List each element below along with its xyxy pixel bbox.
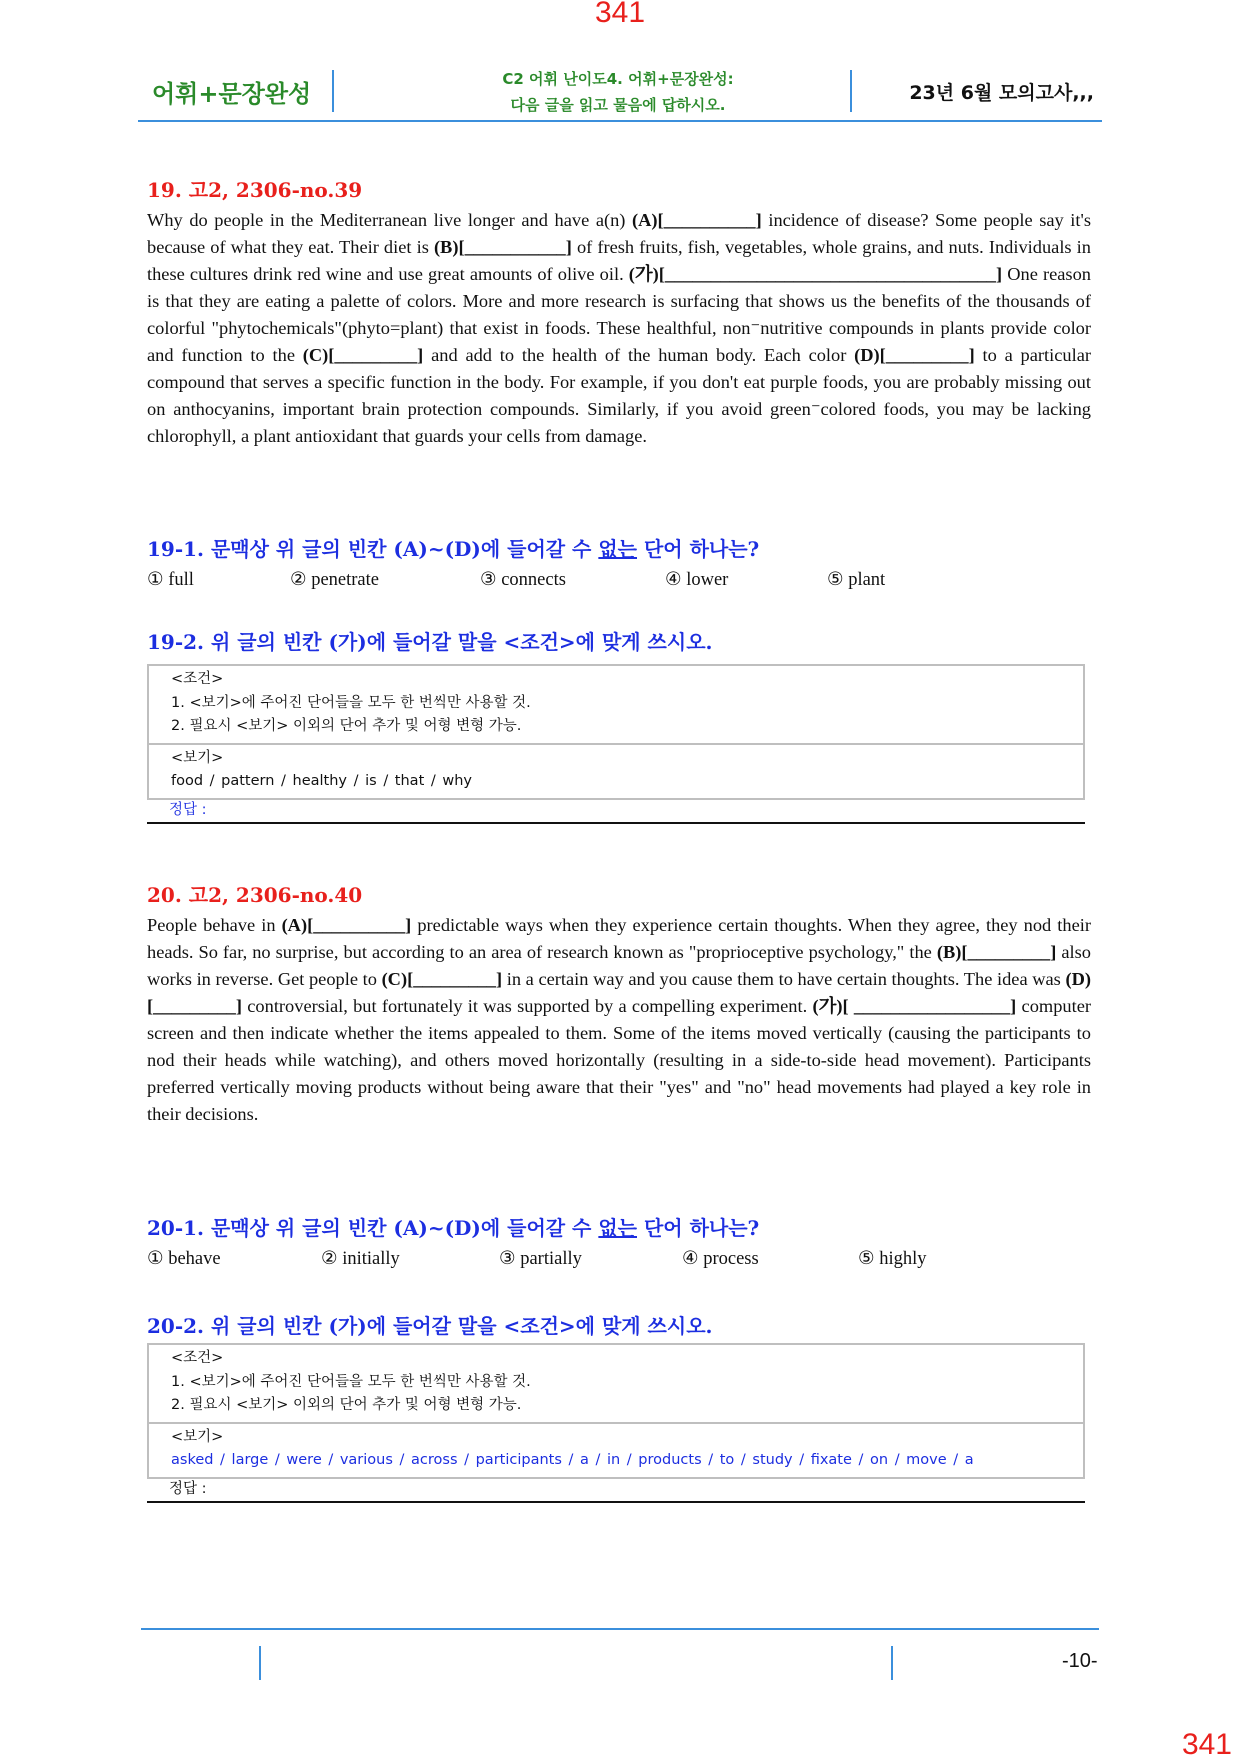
q20-passage-text: computer screen and then indicate whether the items appealed to them. Some of the items moved vertically (causing the participants to nod their heads while watching), and others moved horizontally (resulting in a side-to-side head movement). Participants preferred vertically moving products without being aware that their "yes" and "no" head movements had played a key role in their decisions. (147, 996, 1091, 1124)
header-instruction-line2: 다음 글을 읽고 물음에 답하시오. (510, 96, 726, 114)
q19-choice-5[interactable]: ⑤ plant (827, 570, 886, 590)
q20-passage-text: predictable ways when they experience certain thoughts. When they agree, they nod their heads. So far, no surprise, but according to an area of research known as "proprioceptive psychology," the (147, 915, 1091, 962)
q20-passage-text: People behave in (147, 915, 282, 935)
q20-passage-blank[interactable]: (A)[__________] (281, 915, 412, 935)
q19-bogi-label: <보기> (171, 749, 224, 766)
q20-bogi-words: asked / large / were / various / across / participants / a / in / products / to / study / fixate / on / move / a (171, 1452, 974, 1468)
q20-answer-field[interactable]: 정답 : (147, 1479, 1085, 1503)
header-instruction (338, 66, 898, 118)
q19-cond-1: 1. <보기>에 주어진 단어들을 모두 한 번씩만 사용할 것. (171, 694, 531, 711)
q19-choice-4[interactable]: ④ lower (665, 570, 729, 590)
header-divider-right (850, 70, 852, 112)
q19-choice-2[interactable]: ② penetrate (290, 570, 379, 590)
header-instruction-line1: C2 어휘 난이도4. 어휘+문장완성: (502, 70, 734, 88)
q19-conditions (149, 666, 1083, 743)
q20-passage (147, 912, 1091, 1128)
header-exam-name: 23년 6월 모의고사,,, (909, 82, 1094, 104)
q19-choice-3[interactable]: ③ connects (480, 570, 566, 590)
q20-cond-1: 1. <보기>에 주어진 단어들을 모두 한 번씩만 사용할 것. (171, 1373, 531, 1390)
q20-passage-text: in a certain way and you cause them to have certain thoughts. The idea was (502, 969, 1066, 989)
q19-1-underlined: 없는 (598, 537, 637, 561)
q19-title: 19. 고2, 2306-no.39 (147, 178, 363, 202)
q19-cond-label: <조건> (171, 671, 224, 687)
q19-1-pre: 19-1. 문맥상 위 글의 빈칸 (A)~(D)에 들어갈 수 (147, 537, 599, 561)
q19-choice-1[interactable]: ① full (147, 570, 194, 590)
q20-1-pre: 20-1. 문맥상 위 글의 빈칸 (A)~(D)에 들어갈 수 (147, 1216, 599, 1240)
q20-passage-text: also works in reverse. Get people to (147, 942, 1092, 989)
q20-passage-blank[interactable]: (가)[ _________________] (812, 996, 1017, 1016)
q20-2-question: 20-2. 위 글의 빈칸 (가)에 들어갈 말을 <조건>에 맞게 쓰시오. (147, 1314, 713, 1338)
page-header (138, 62, 1102, 122)
q20-passage-blank[interactable]: (B)[_________] (936, 942, 1057, 962)
q19-passage (147, 207, 1091, 450)
q19-passage-text: to a particular compound that serves a specific function in the body. For example, if you don't eat purple foods, you are probably missing out on anthocyanins, important brain protection compounds. Similarly, if you avoid green⁻colored foods, you may be lacking chlorophyll, a plant antioxidant that guards your cells from damage. (147, 345, 1091, 446)
q19-passage-blank[interactable]: (C)[_________] (302, 345, 424, 365)
q19-bogi-words: food / pattern / healthy / is / that / why (171, 773, 472, 789)
q19-passage-text: of fresh fruits, fish, vegetables, whole grains, and nuts. Individuals in these cultures drink red wine and use great amounts of olive oil. (147, 237, 1091, 284)
q20-choice-3[interactable]: ③ partially (499, 1249, 582, 1269)
q19-passage-text: Why do people in the Mediterranean live longer and have a(n) (147, 210, 633, 230)
q20-1-underlined: 없는 (598, 1216, 637, 1240)
page-footer (141, 1628, 1099, 1630)
q19-passage-text: and add to the health of the human body. Each color (423, 345, 855, 365)
q20-1-question (147, 1212, 759, 1241)
q19-passage-text: incidence of disease? Some people say it's because of what they eat. Their diet is (147, 210, 1091, 257)
q19-passage-blank[interactable]: (가)[____________________________________] (628, 264, 1003, 284)
footer-divider-left (259, 1646, 261, 1680)
q19-passage-blank[interactable]: (B)[___________] (433, 237, 572, 257)
q20-passage-blank[interactable]: (D)[_________] (147, 969, 1091, 1016)
q20-choice-1[interactable]: ① behave (147, 1249, 221, 1269)
q19-passage-blank[interactable]: (A)[__________] (632, 210, 762, 230)
q19-1-post: 단어 하나는? (637, 537, 760, 561)
footer-divider-right (891, 1646, 893, 1680)
q20-conditions (149, 1345, 1083, 1422)
q20-2-condition-box (147, 1343, 1085, 1503)
page-stamp-bottom: 341 (1181, 1728, 1232, 1761)
q19-bogi (149, 743, 1083, 798)
q19-2-question: 19-2. 위 글의 빈칸 (가)에 들어갈 말을 <조건>에 맞게 쓰시오. (147, 630, 713, 654)
q20-bogi-label: <보기> (171, 1428, 224, 1445)
q20-choice-2[interactable]: ② initially (321, 1249, 400, 1269)
q19-2-condition-box (147, 664, 1085, 824)
q20-cond-label: <조건> (171, 1350, 224, 1366)
page-number: -10- (1062, 1650, 1098, 1672)
q19-answer-field[interactable]: 정답 : (147, 800, 1085, 824)
q20-passage-text: controversial, but fortunately it was supported by a compelling experiment. (242, 996, 813, 1016)
q20-passage-blank[interactable]: (C)[_________] (381, 969, 503, 989)
q19-cond-2: 2. 필요시 <보기> 이외의 단어 추가 및 어형 변형 가능. (171, 718, 522, 734)
q19-1-question (147, 533, 759, 562)
header-category: 어휘+문장완성 (152, 80, 312, 108)
header-divider-left (332, 70, 334, 112)
q20-choice-4[interactable]: ④ process (682, 1249, 759, 1269)
q20-cond-2: 2. 필요시 <보기> 이외의 단어 추가 및 어형 변형 가능. (171, 1397, 522, 1413)
q19-passage-blank[interactable]: (D)[_________] (854, 345, 975, 365)
q20-1-post: 단어 하나는? (637, 1216, 760, 1240)
q20-title: 20. 고2, 2306-no.40 (147, 883, 363, 907)
q20-bogi (149, 1422, 1083, 1477)
q19-passage-text: One reason is that they are eating a palette of colors. More and more research is surfacing that shows us the benefits of the thousands of colorful "phytochemicals"(phyto=plant) that exist in foods. These healthful, non⁻nutritive compounds in plants provide color and function to the (147, 264, 1091, 365)
q20-choice-5[interactable]: ⑤ highly (858, 1249, 927, 1269)
page-stamp-top: 341 (594, 0, 646, 29)
